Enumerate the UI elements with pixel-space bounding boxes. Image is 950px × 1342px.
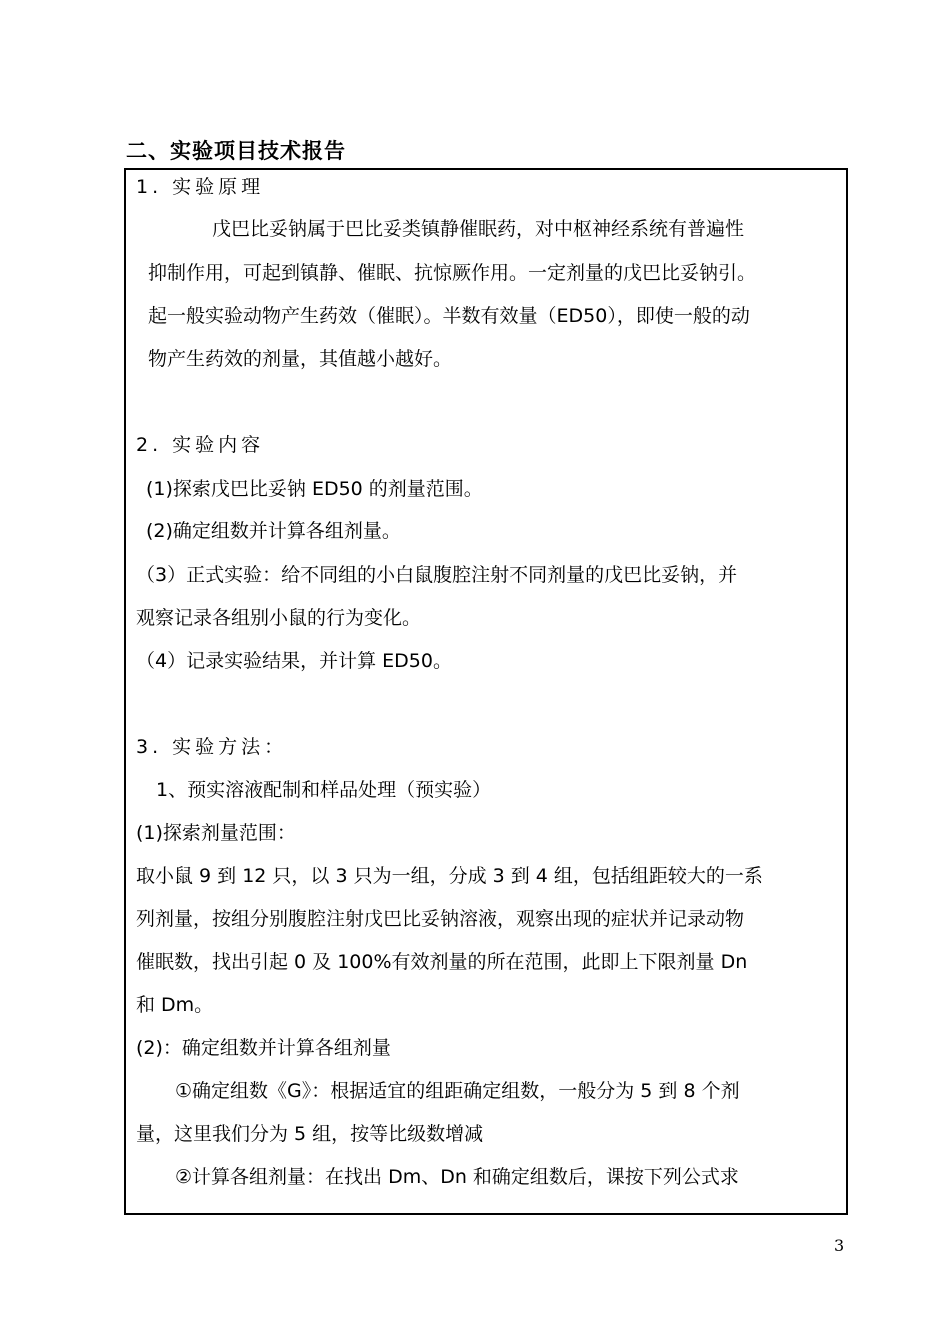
- principle-paragraph-line: 戊巴比妥钠属于巴比妥类镇静催眠药，对中枢神经系统有普遍性: [212, 218, 745, 240]
- method-line: (1)探索剂量范围：: [136, 822, 296, 844]
- method-line: 1、预实溶液配制和样品处理（预实验）: [156, 779, 492, 801]
- page-number: 3: [834, 1236, 845, 1255]
- content-item: 观察记录各组别小鼠的行为变化。: [136, 607, 422, 629]
- principle-paragraph-line: 物产生药效的剂量，其值越小越好。: [148, 348, 453, 370]
- method-line: ①确定组数《G》：根据适宜的组距确定组数，一般分为 5 到 8 个剂: [175, 1080, 740, 1102]
- content-item: （3）正式实验：给不同组的小白鼠腹腔注射不同剂量的戊巴比妥钠，并: [136, 564, 738, 586]
- method-line: (2)：确定组数并计算各组剂量: [136, 1037, 391, 1059]
- method-line: 和 Dm。: [136, 994, 214, 1016]
- content-title: 2. 实验内容: [136, 434, 265, 456]
- section-heading: 二、实验项目技术报告: [126, 139, 346, 163]
- method-line: ②计算各组剂量：在找出 Dm、Dn 和确定组数后，课按下列公式求: [175, 1166, 739, 1188]
- method-line: 量，这里我们分为 5 组，按等比级数增减: [136, 1123, 484, 1145]
- method-line: 取小鼠 9 到 12 只，以 3 只为一组，分成 3 到 4 组，包括组距较大的一系: [136, 865, 763, 887]
- content-item: （4）记录实验结果，并计算 ED50。: [136, 650, 452, 672]
- method-line: 催眠数，找出引起 0 及 100%有效剂量的所在范围，此即上下限剂量 Dn: [136, 951, 748, 973]
- principle-title: 1. 实验原理: [136, 176, 265, 198]
- content-item: (1)探索戊巴比妥钠 ED50 的剂量范围。: [146, 478, 483, 500]
- method-title: 3. 实验方法：: [136, 736, 288, 758]
- content-item: (2)确定组数并计算各组剂量。: [146, 520, 401, 542]
- method-line: 列剂量，按组分别腹腔注射戊巴比妥钠溶液，观察出现的症状并记录动物: [136, 908, 745, 930]
- principle-paragraph-line: 抑制作用，可起到镇静、催眠、抗惊厥作用。一定剂量的戊巴比妥钠引。: [148, 262, 757, 284]
- principle-paragraph-line: 起一般实验动物产生药效（催眠）。半数有效量（ED50），即使一般的动: [148, 305, 750, 327]
